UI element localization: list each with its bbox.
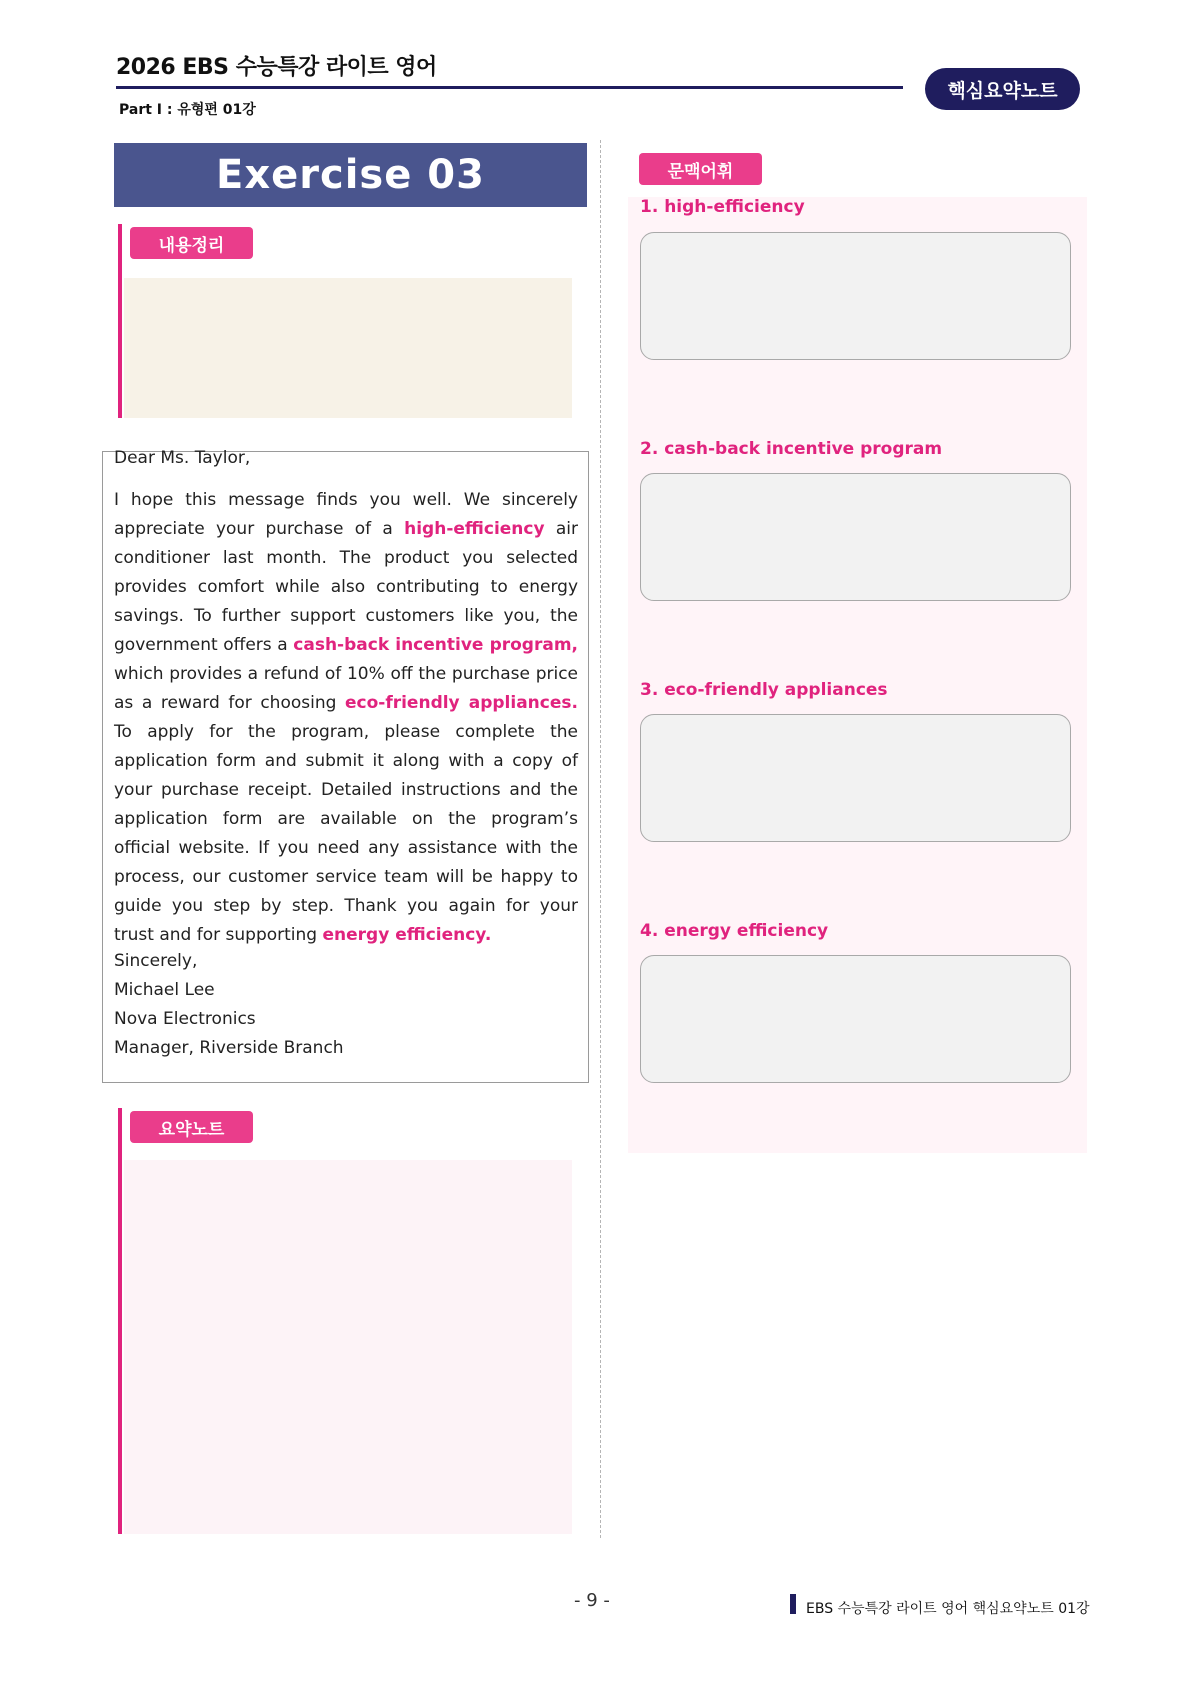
letter-greeting: Dear Ms. Taylor, [114, 448, 251, 468]
summary-label: 내용정리 [130, 227, 253, 259]
column-divider [600, 140, 601, 1538]
summary-accent-bar [118, 224, 122, 418]
summary-writing-area[interactable] [124, 278, 572, 418]
vocab-item-2-answer-box[interactable] [640, 473, 1071, 601]
document-title: 2026 EBS 수능특강 라이트 영어 [116, 55, 437, 80]
letter-sender-company: Nova Electronics [114, 1009, 256, 1029]
context-vocab-label: 문맥어휘 [639, 153, 762, 185]
letter-sender-name: Michael Lee [114, 980, 215, 1000]
exercise-title: Exercise 03 [114, 143, 587, 207]
vocab-item-1-answer-box[interactable] [640, 232, 1071, 360]
header-rule [116, 86, 903, 89]
highlight-high-efficiency: high-efficiency [404, 519, 545, 539]
summary-notes-label: 요약노트 [130, 1111, 253, 1143]
highlight-energy-efficiency: energy efficiency. [322, 925, 492, 945]
summary-notes-writing-area[interactable] [124, 1160, 572, 1534]
letter-text-1: I hope this message finds you well. We sincerely appreciate your purchase of a [114, 490, 578, 539]
letter-body [114, 486, 578, 950]
footer-accent-bar [790, 1594, 796, 1614]
vocab-item-2-label: 2. cash-back incentive program [640, 439, 943, 459]
core-notes-badge: 핵심요약노트 [925, 68, 1080, 110]
letter-text-3: which provides a refund of 10% off the purchase price as a reward for choosing [114, 664, 578, 713]
letter-text-2: air conditioner last month. The product you selected provides comfort while also contributing to energy savings. To further support customers like you, the government offers a [114, 519, 578, 655]
page-number: - 9 - [574, 1590, 610, 1611]
vocab-item-3-label: 3. eco-friendly appliances [640, 680, 888, 700]
vocab-item-4-label: 4. energy efficiency [640, 921, 829, 941]
vocab-item-4-answer-box[interactable] [640, 955, 1071, 1083]
footer-title: EBS 수능특강 라이트 영어 핵심요약노트 01강 [806, 1601, 1090, 1617]
vocab-item-1-label: 1. high-efficiency [640, 197, 805, 217]
letter-sender-position: Manager, Riverside Branch [114, 1038, 344, 1058]
highlight-cash-back-incentive-program: cash-back incentive program, [293, 635, 578, 655]
letter-closing: Sincerely, [114, 951, 198, 971]
notes-accent-bar [118, 1108, 122, 1534]
part-label: Part Ⅰ : 유형편 01강 [119, 102, 256, 118]
highlight-eco-friendly-appliances: eco-friendly appliances. [344, 693, 578, 713]
letter-text-4: To apply for the program, please complete the application form and submit it along with a copy of your purchase receipt. Detailed instructions and the application form are available on the program’s official website. If you need any assistance with the process, our customer service team will be happy to guide you step by step. Thank you again for your trust and for supporting [114, 722, 578, 945]
vocab-item-3-answer-box[interactable] [640, 714, 1071, 842]
